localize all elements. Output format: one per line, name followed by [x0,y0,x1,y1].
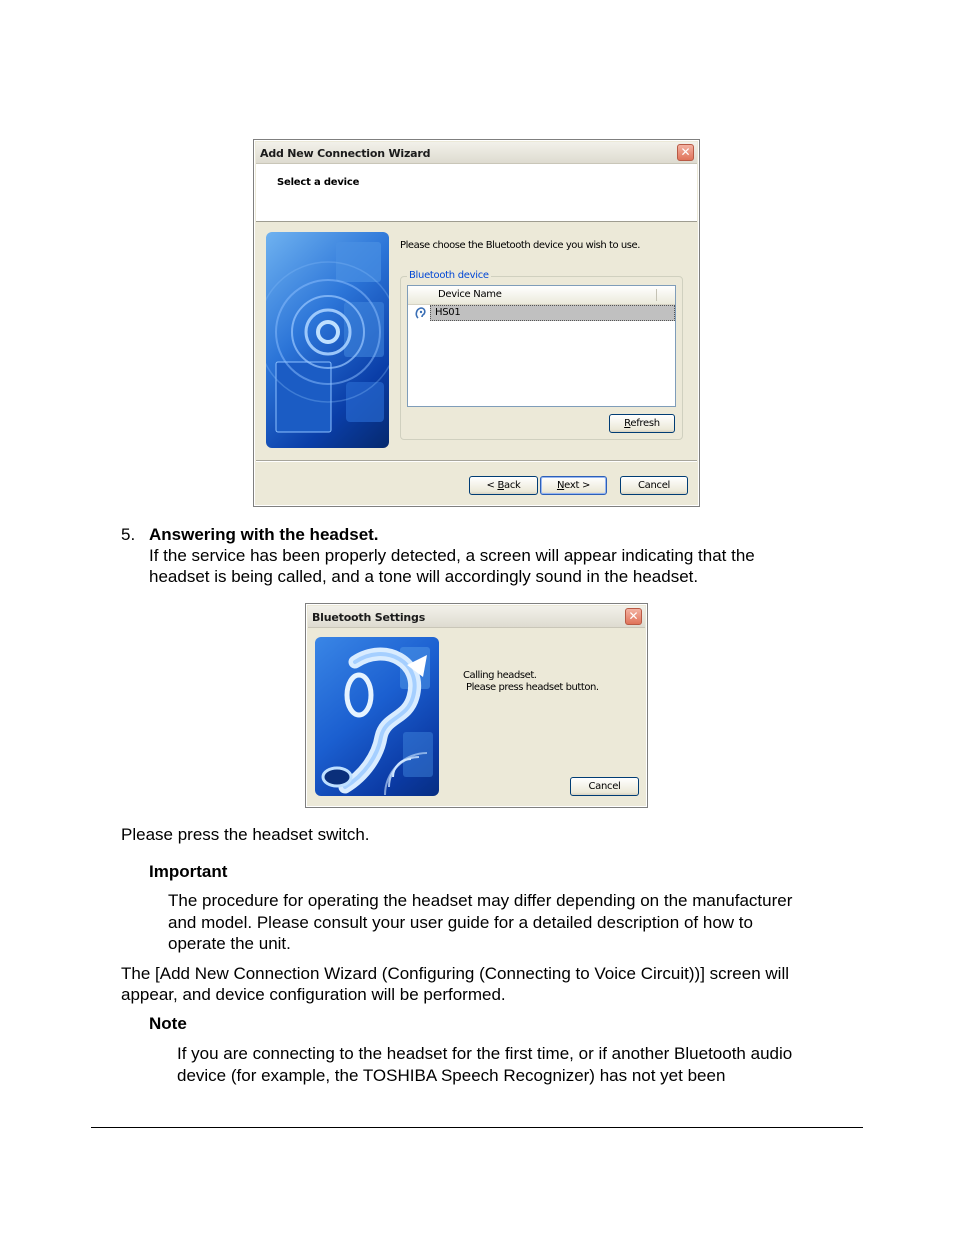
step-heading: Answering with the headset. [149,525,379,544]
close-icon: ✕ [680,145,691,159]
step-text-line-2: headset is being called, and a tone will accordingly sound in the headset. [149,567,699,586]
bluetooth-device-group-label: Bluetooth device [409,270,489,281]
bluetooth-illustration [266,232,389,448]
note-heading: Note [149,1014,187,1033]
back-button[interactable] [469,476,538,495]
headset-illustration [315,637,439,796]
wizard-title: Add New Connection Wizard [260,147,431,160]
important-line-2: and model. Please consult your user guide for a detailed description of how to [168,913,753,932]
wizard-title-bar [256,142,697,164]
refresh-accelerator: R [624,418,631,429]
device-list-header [408,286,675,305]
next-button[interactable] [540,476,607,495]
settings-title: Bluetooth Settings [312,611,426,624]
headset-icon [315,637,439,796]
note-line-1: If you are connecting to the headset for the first time, or if another Bluetooth audio [177,1044,793,1063]
back-accelerator: B [497,480,504,491]
wizard-close-button[interactable] [677,144,694,161]
note-line-2: device (for example, the TOSHIBA Speech Recognizer) has not yet been [177,1066,726,1085]
important-line-1: The procedure for operating the headset may differ depending on the manufacturer [168,891,793,910]
headset-icon [414,306,428,320]
wizard-header-title: Select a device [277,177,360,188]
column-header-device-name[interactable]: Device Name [438,289,502,300]
wizard-button-separator [256,460,697,462]
next-label-rest: ext > [564,480,591,491]
bluetooth-waves-icon [266,232,389,448]
important-heading: Important [149,862,228,881]
bluetooth-settings-dialog [305,603,648,808]
device-list-item[interactable] [408,305,675,321]
press-switch-text: Please press the headset switch. [121,825,370,844]
back-label-rest: ack [504,480,521,491]
close-icon: ✕ [628,609,639,623]
device-list-item-selection [430,305,675,321]
settings-cancel-label: Cancel [588,781,621,792]
column-divider [656,289,657,301]
important-line-3: operate the unit. [168,934,291,953]
calling-headset-message: Calling headset. [463,670,537,681]
wizard-header-panel [256,164,697,222]
wizard-appear-line-1: The [Add New Connection Wizard (Configuring (Connecting to Voice Circuit))] screen will [121,964,790,983]
settings-close-button[interactable] [625,608,642,625]
device-list[interactable] [407,285,676,407]
device-name: HS01 [435,307,461,318]
refresh-label-rest: efresh [630,418,660,429]
next-accelerator: N [556,480,565,491]
step-text-line-1: If the service has been properly detected, a screen will appear indicating that the [149,546,755,565]
settings-cancel-button[interactable] [570,777,639,796]
add-connection-wizard-dialog [253,139,700,507]
settings-title-bar [308,606,645,628]
wizard-cancel-button[interactable] [620,476,688,495]
footer-rule [91,1127,863,1128]
refresh-button[interactable] [609,414,675,433]
bluetooth-device-group [400,270,683,440]
press-button-message: Please press headset button. [466,682,599,693]
step-number: 5. [121,525,136,544]
wizard-appear-line-2: appear, and device configuration will be performed. [121,985,506,1004]
back-label-prefix: < [486,480,498,491]
wizard-instruction: Please choose the Bluetooth device you wish to use. [400,240,640,251]
wizard-cancel-label: Cancel [637,480,671,491]
